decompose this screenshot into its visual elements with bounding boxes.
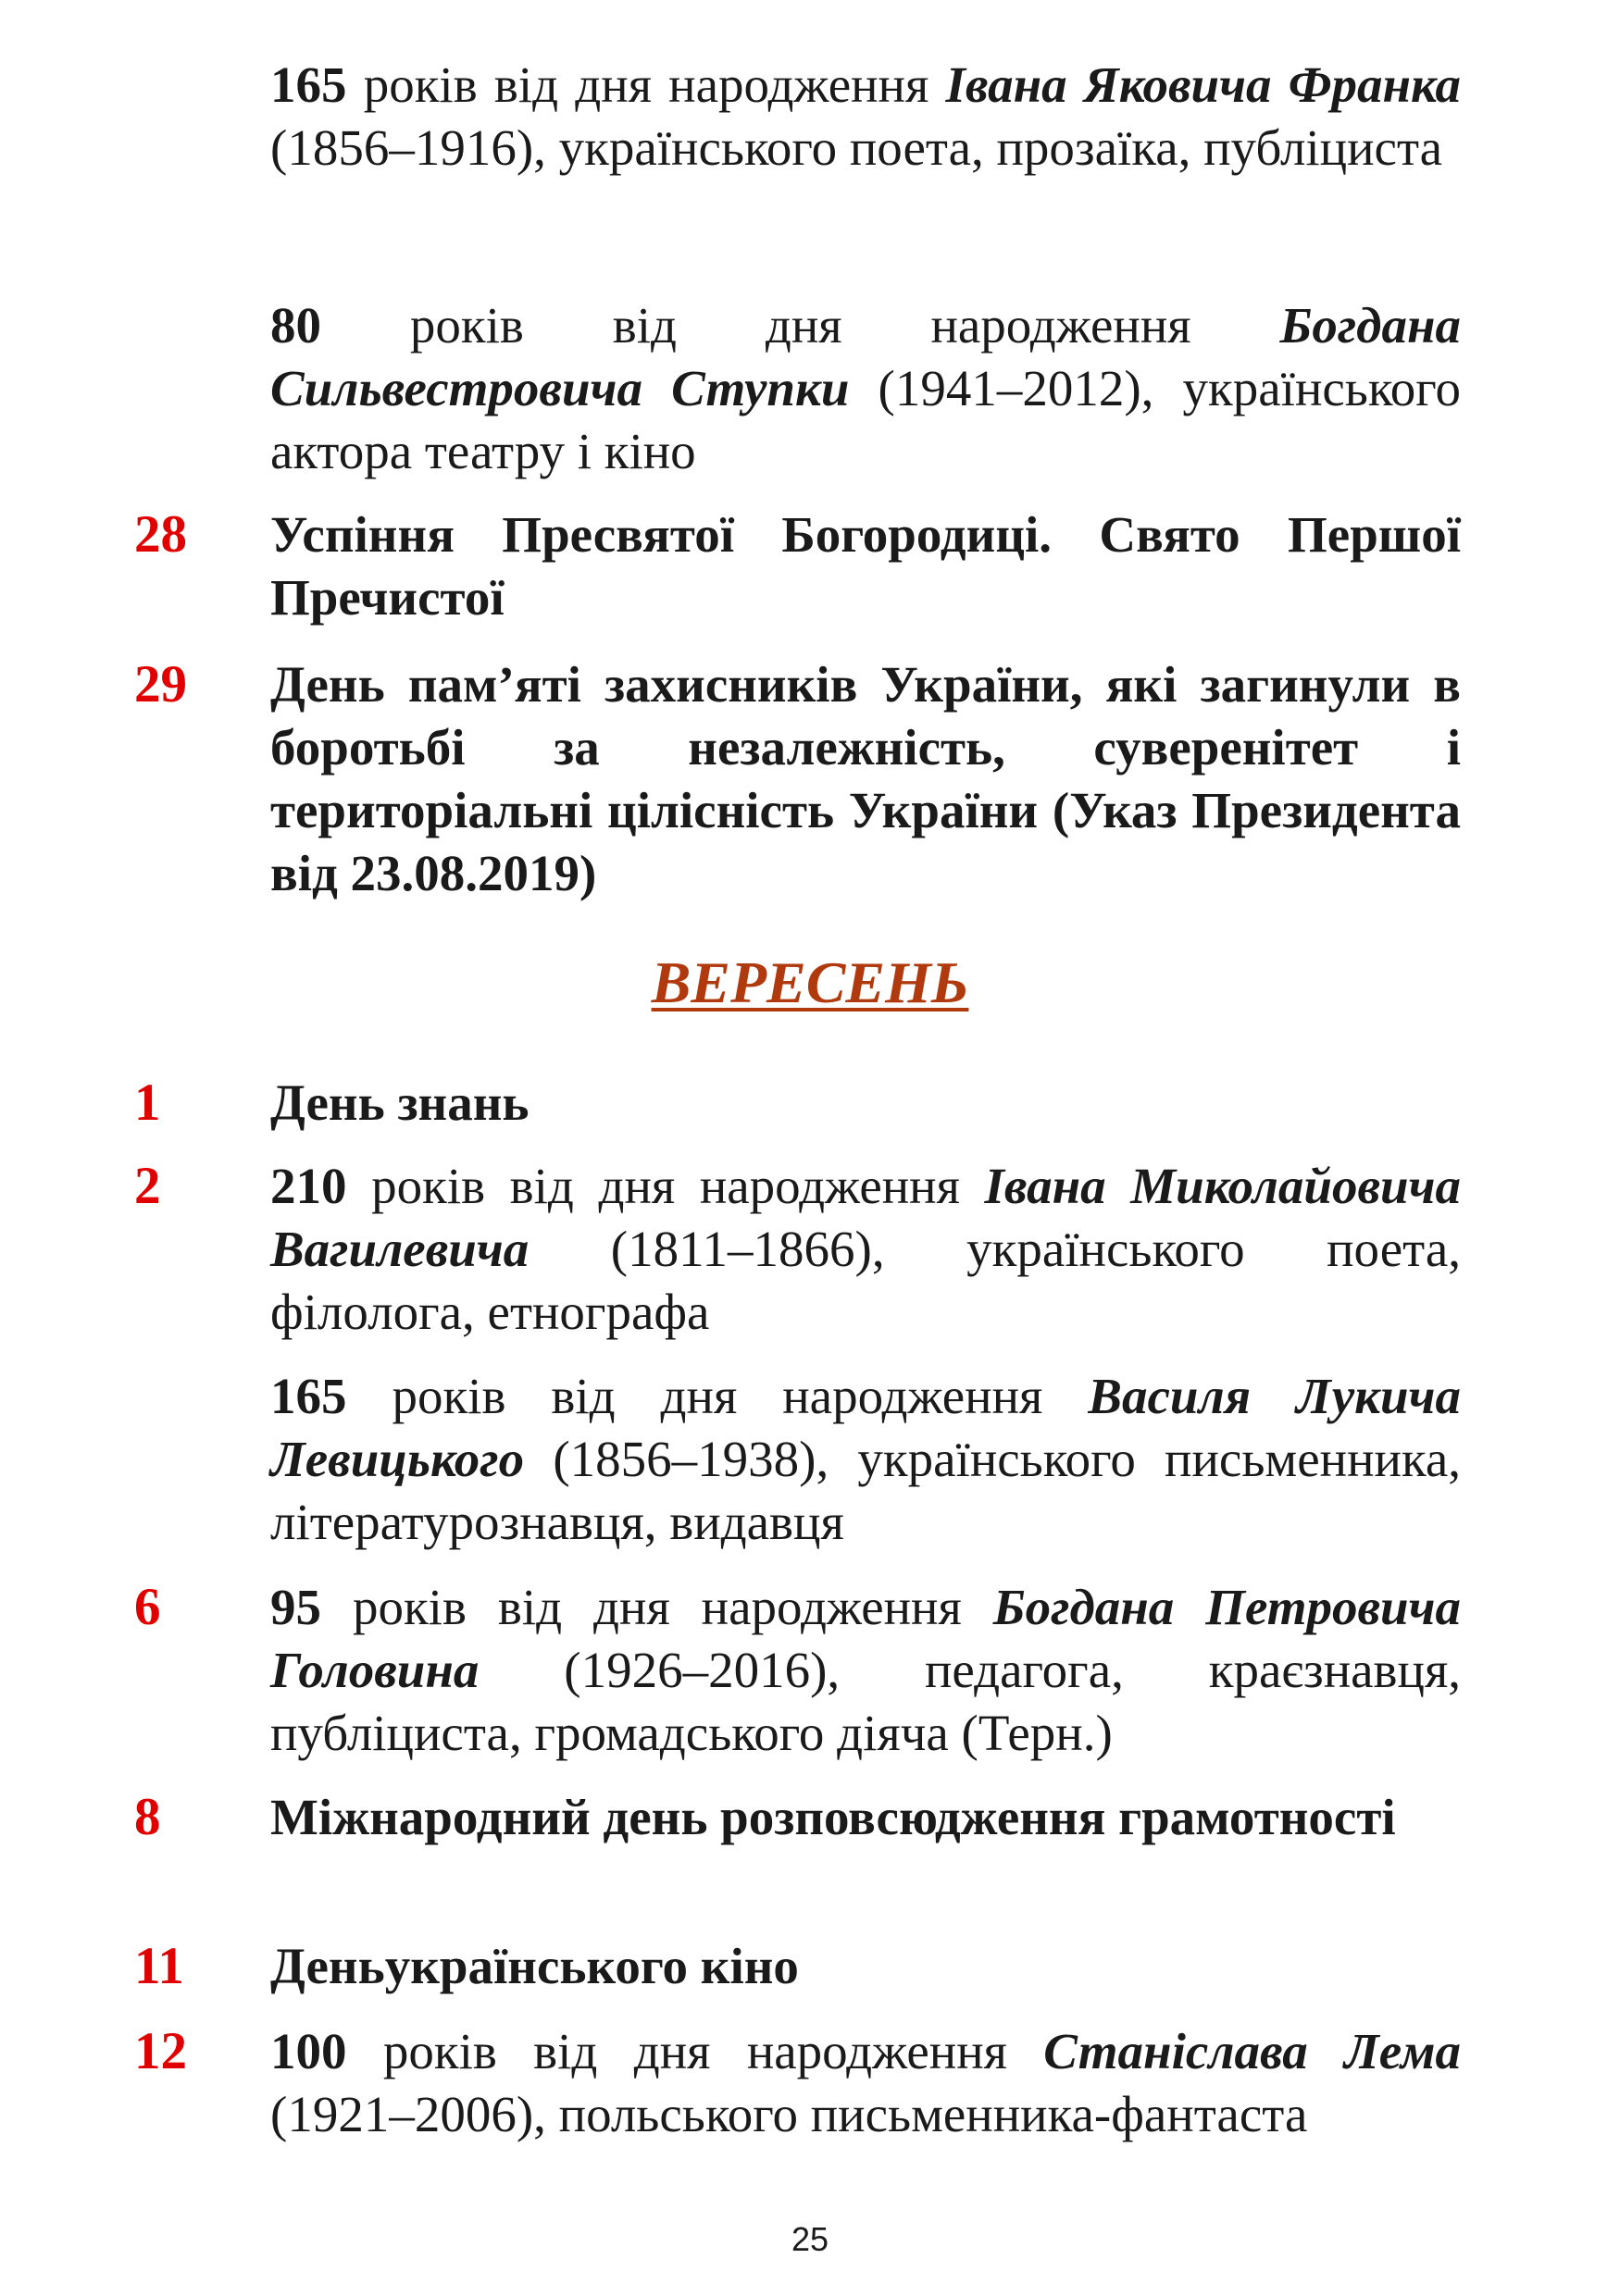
entry-description: (1941–2012), українського актора театру і кіно — [270, 360, 1461, 479]
entry-phrase: років від дня народження — [321, 1579, 993, 1635]
entry-description: (1811–1866), українського поета, філолога, етнографа — [270, 1221, 1461, 1340]
entry-title: День знань — [270, 1074, 530, 1131]
entry-day: 6 — [134, 1578, 161, 1636]
entry-text — [270, 2020, 1461, 2146]
person-name: Станіслава Лема — [1043, 2023, 1461, 2079]
entry-text — [270, 54, 1461, 180]
entry-title: Деньукраїнського кіно — [270, 1938, 799, 1994]
person-name: Івана Яковича Франка — [945, 56, 1462, 113]
page-number: 25 — [791, 2220, 829, 2258]
entry-title: День пам’яті захисників України, які загинули в боротьбі за незалежність, суверенітет і територіальні цілісність України (Указ Президента від 23.08.2019) — [270, 656, 1461, 901]
entry-phrase: років від дня народження — [346, 1368, 1089, 1424]
entry-day: 11 — [134, 1937, 184, 1995]
entry-text — [270, 1576, 1461, 1765]
entry-day: 1 — [134, 1074, 161, 1132]
entry-text — [270, 1365, 1461, 1554]
entry-day: 8 — [134, 1788, 161, 1846]
anniversary-years: 210 — [270, 1158, 347, 1214]
entry-text — [270, 294, 1461, 483]
entry-phrase: років від дня народження — [346, 1158, 985, 1214]
entry-text — [270, 1155, 1461, 1344]
anniversary-years: 165 — [270, 56, 347, 113]
person-name: Богдана Сильвестровича Ступки — [270, 297, 1461, 416]
entry-title: Успіння Пресвятої Богородиці. Свято Першої Пречистої — [270, 506, 1461, 626]
entry-title: Міжнародний день розповсюдження грамотності — [270, 1789, 1396, 1845]
entry-description: (1926–2016), педагога, краєзнавця, публіциста, громадського діяча (Терн.) — [270, 1642, 1461, 1761]
entry-day: 28 — [134, 505, 187, 564]
anniversary-years: 165 — [270, 1368, 347, 1424]
entry-day: 29 — [134, 655, 187, 714]
entry-day: 12 — [134, 2022, 187, 2080]
entry-phrase: років від дня народження — [346, 2023, 1044, 2079]
anniversary-years: 100 — [270, 2023, 347, 2079]
entry-day: 2 — [134, 1157, 161, 1215]
entry-description: (1921–2006), польського письменника-фантаста — [270, 2086, 1308, 2142]
entry-description: (1856–1916), українського поета, прозаїка, публіциста — [270, 119, 1443, 176]
person-name: Василя Лукича Левицького — [270, 1368, 1461, 1487]
person-name: Богдана Петровича Головина — [270, 1579, 1461, 1698]
entry-phrase: років від дня народження — [346, 56, 946, 113]
entry-description: (1856–1938), українського письменника, літературознавця, видавця — [270, 1431, 1461, 1550]
month-heading: ВЕРЕСЕНЬ — [651, 949, 969, 1015]
entry-phrase: років від дня народження — [321, 297, 1280, 354]
anniversary-years: 95 — [270, 1579, 321, 1635]
anniversary-years: 80 — [270, 297, 321, 354]
person-name: Івана Миколайовича Вагилевича — [270, 1158, 1461, 1277]
